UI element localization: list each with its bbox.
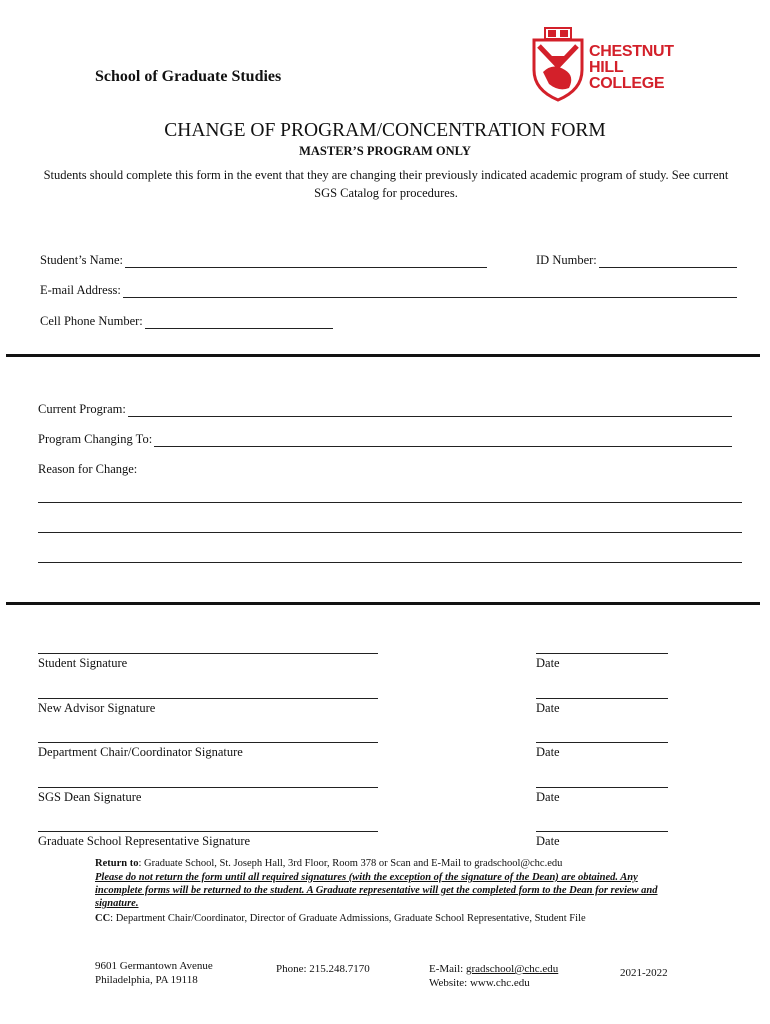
- cc-label: CC: [95, 913, 111, 924]
- email-label-footer: E-Mail:: [429, 963, 466, 975]
- student-name-field[interactable]: [40, 253, 487, 268]
- reason-line-1[interactable]: [38, 501, 742, 503]
- dean-signature-line[interactable]: [38, 786, 378, 788]
- student-signature-date-label: Date: [536, 656, 560, 670]
- id-number-line[interactable]: [599, 255, 737, 268]
- form-intro: Students should complete this form in the event that they are changing their previously indicated academic program of study. See current SGS Catalog for procedures.: [43, 168, 729, 200]
- program-changing-to-field[interactable]: [38, 432, 732, 447]
- submission-warning: [95, 871, 685, 910]
- form-year: 2021-2022: [620, 967, 668, 979]
- cc-text: : Department Chair/Coordinator, Director of Graduate Admissions, Graduate School Representative, Student File: [110, 913, 586, 924]
- contact-info: [429, 962, 558, 990]
- dean-signature-label: SGS Dean Signature: [38, 790, 142, 804]
- current-program-line[interactable]: [128, 404, 732, 417]
- shield-crest-icon: [531, 26, 585, 102]
- representative-signature-line[interactable]: [38, 830, 378, 832]
- advisor-signature-date-label: Date: [536, 701, 560, 715]
- cc-list: [95, 912, 685, 925]
- email-label: E-mail Address:: [40, 283, 121, 297]
- return-label: Return to: [95, 858, 139, 869]
- chair-signature-date-line[interactable]: [536, 741, 668, 743]
- reason-line-3[interactable]: [38, 561, 742, 563]
- phone-number: Phone: 215.248.7170: [276, 963, 370, 975]
- reason-line-2[interactable]: [38, 531, 742, 533]
- program-changing-to-line[interactable]: [154, 434, 732, 447]
- email-link[interactable]: gradschool@chc.edu: [465, 963, 559, 975]
- form-title: CHANGE OF PROGRAM/CONCENTRATION FORM: [164, 120, 606, 141]
- reason-label: Reason for Change:: [38, 462, 138, 476]
- mailing-address: 9601 Germantown Avenue Philadelphia, PA 19118: [95, 960, 213, 986]
- cell-phone-field[interactable]: [40, 314, 333, 329]
- program-changing-to-label: Program Changing To:: [38, 432, 153, 446]
- form-subtitle: MASTER’S PROGRAM ONLY: [299, 144, 471, 158]
- student-name-label: Student’s Name:: [40, 253, 123, 267]
- id-number-label: ID Number:: [536, 253, 597, 267]
- chair-signature-date-label: Date: [536, 745, 560, 759]
- dean-signature-date-line[interactable]: [536, 786, 668, 788]
- student-signature-line[interactable]: [38, 652, 378, 654]
- student-name-line[interactable]: [125, 255, 487, 268]
- college-logo: [531, 26, 681, 102]
- current-program-field[interactable]: [38, 402, 732, 417]
- cell-phone-line[interactable]: [145, 316, 333, 329]
- advisor-signature-label: New Advisor Signature: [38, 701, 156, 715]
- cell-phone-label: Cell Phone Number:: [40, 314, 143, 328]
- dean-signature-date-label: Date: [536, 790, 560, 804]
- advisor-signature-date-line[interactable]: [536, 697, 668, 699]
- id-number-field[interactable]: [536, 253, 737, 268]
- advisor-signature-line[interactable]: [38, 697, 378, 699]
- representative-signature-label: Graduate School Representative Signature: [38, 834, 251, 848]
- email-field[interactable]: [40, 283, 737, 298]
- student-signature-date-line[interactable]: [536, 652, 668, 654]
- current-program-label: Current Program:: [38, 402, 126, 416]
- return-text: : Graduate School, St. Joseph Hall, 3rd Floor, Room 378 or Scan and E-Mail to gradschool@chc.edu: [138, 858, 563, 869]
- section-divider-bottom: [6, 602, 760, 605]
- chair-signature-line[interactable]: [38, 741, 378, 743]
- chair-signature-label: Department Chair/Coordinator Signature: [38, 745, 243, 759]
- representative-signature-date-label: Date: [536, 834, 560, 848]
- school-name: School of Graduate Studies: [95, 68, 282, 85]
- student-signature-label: Student Signature: [38, 656, 128, 670]
- section-divider-top: [6, 354, 760, 357]
- warning-text: Please do not return the form until all required signatures (with the exception of the signature of the Dean) are obtained. Any incomplete forms will be returned to the student. A Graduate representative will get the completed form to the Dean for review and signature.: [95, 872, 658, 909]
- website-text: Website: www.chc.edu: [429, 977, 530, 989]
- representative-signature-date-line[interactable]: [536, 830, 668, 832]
- email-line[interactable]: [123, 285, 737, 298]
- college-logo-text: CHESTNUT HILL COLLEGE: [589, 43, 674, 92]
- return-instructions: [95, 857, 685, 870]
